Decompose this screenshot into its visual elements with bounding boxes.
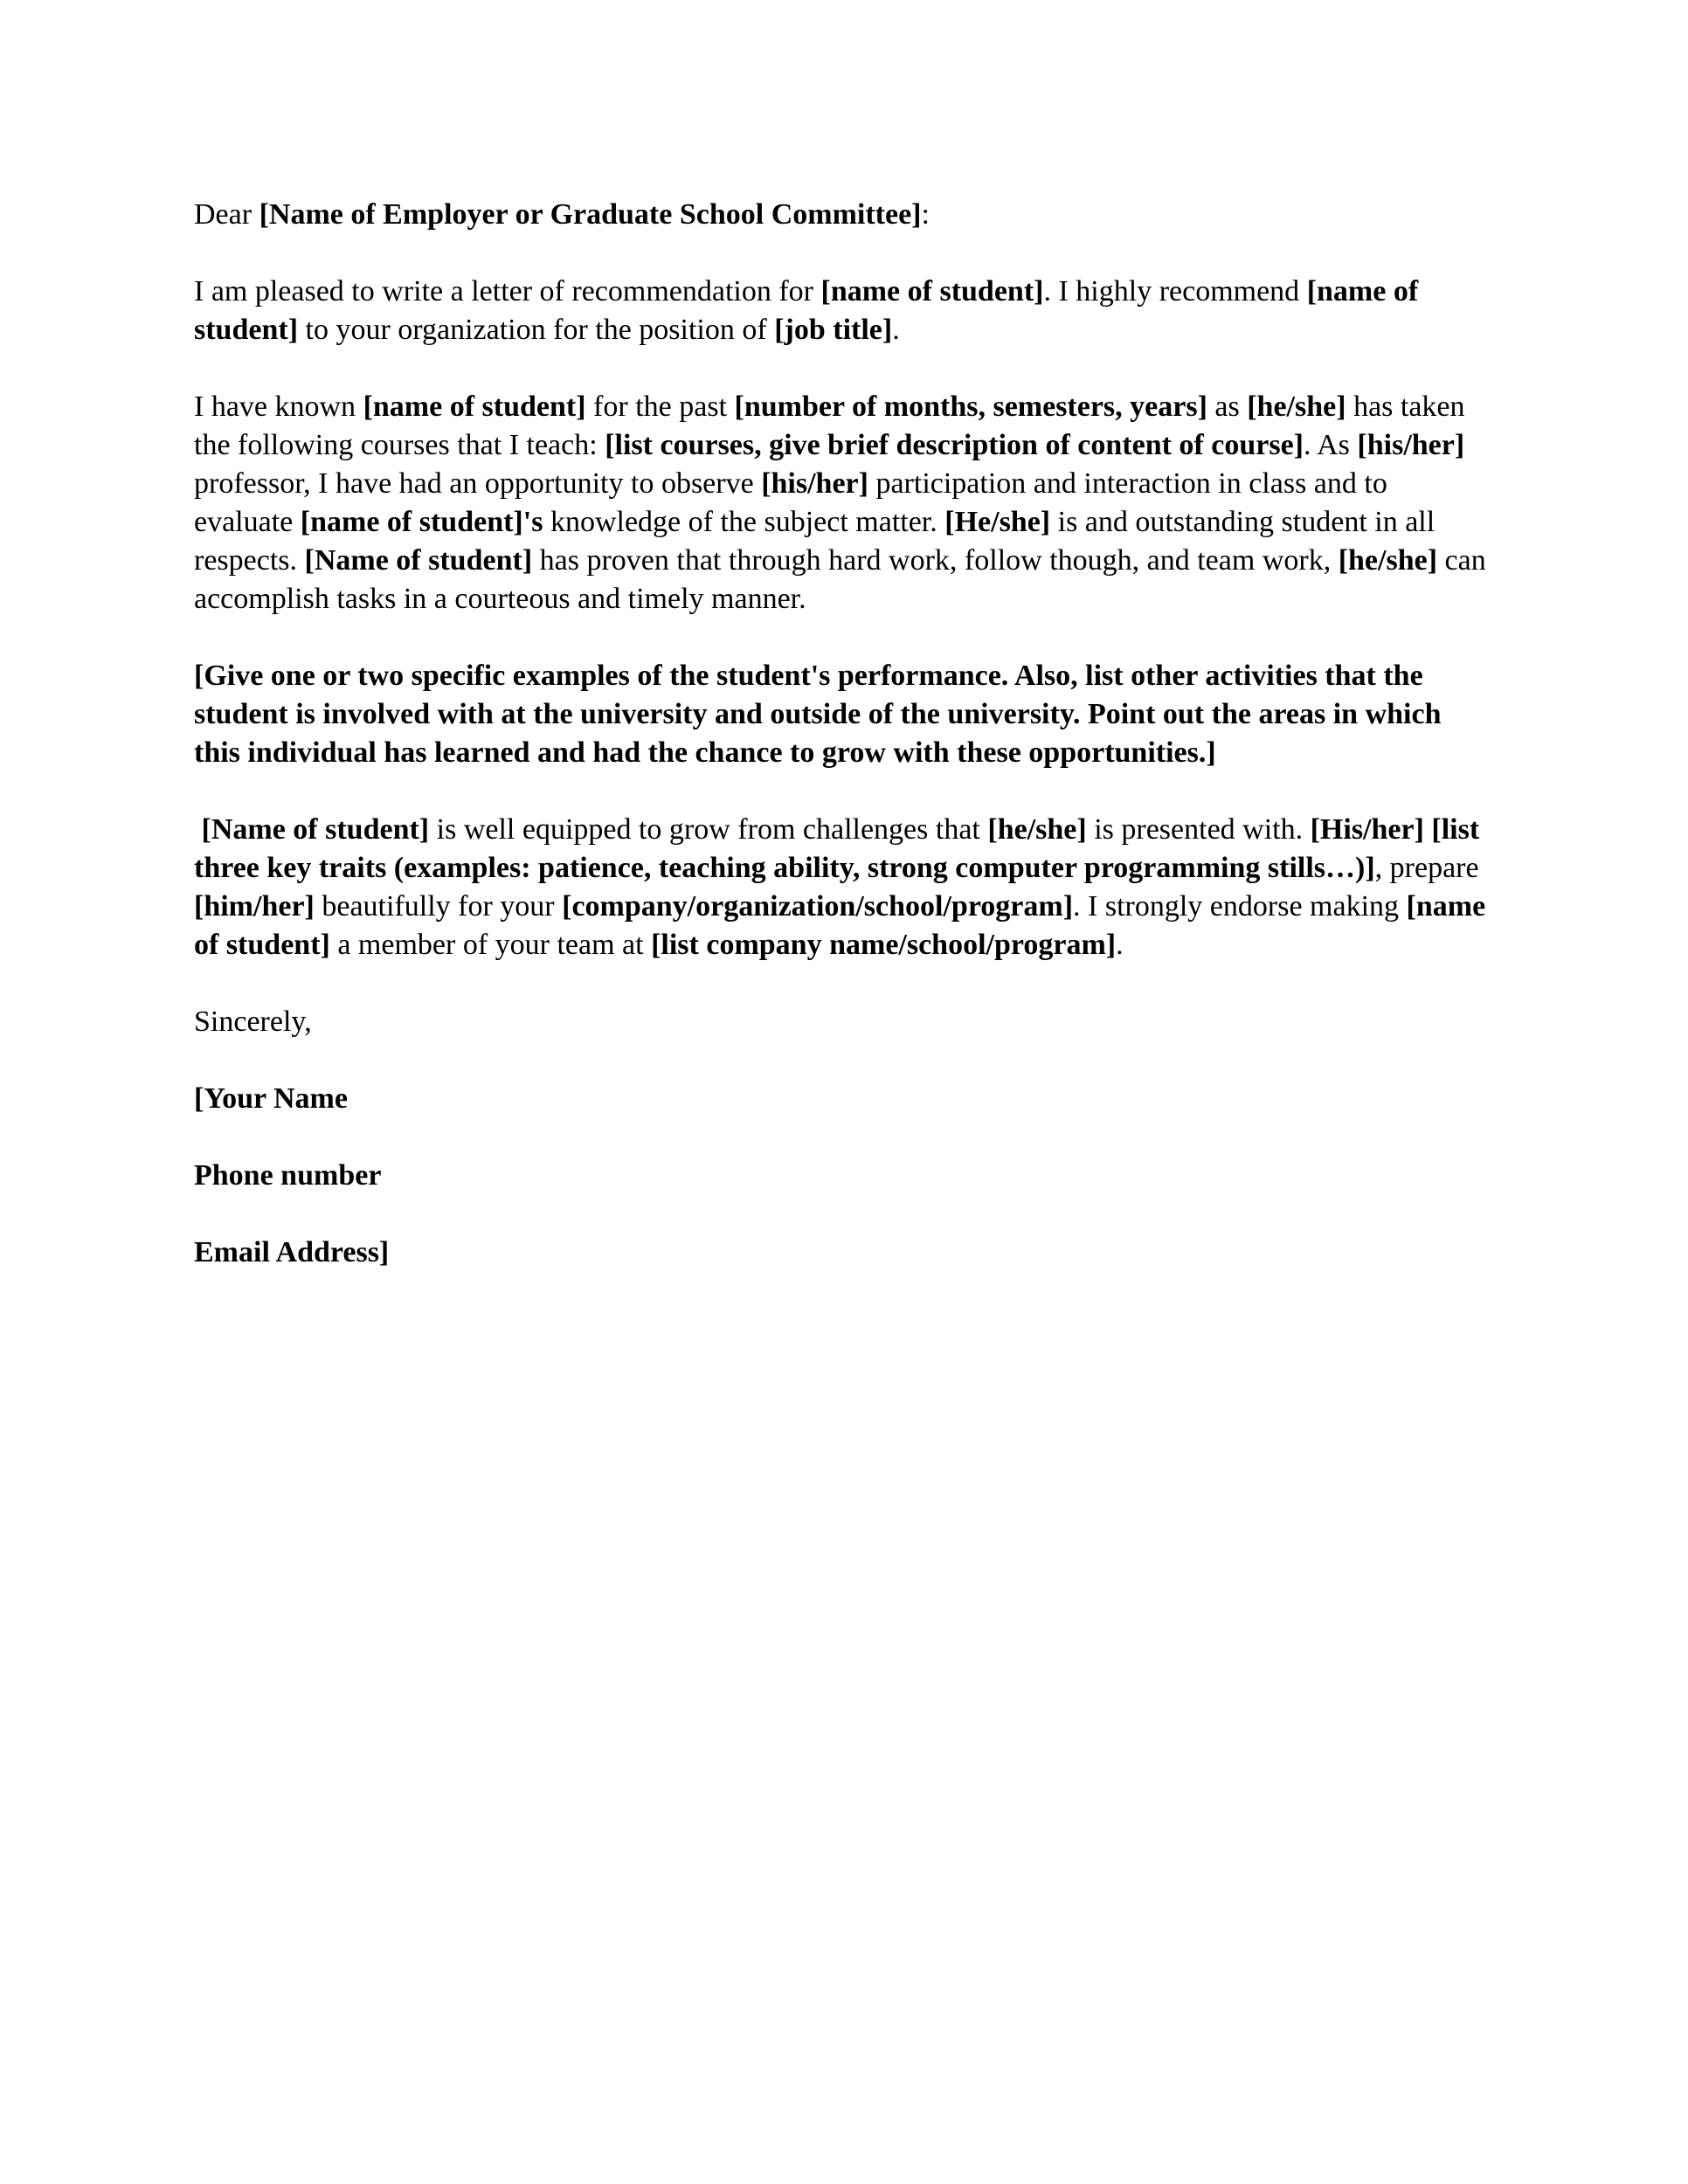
text-run: to your organization for the position of (298, 314, 775, 346)
placeholder-run: [Your Name (194, 1082, 348, 1115)
text-run: has taken the following courses that I teach: (194, 390, 1473, 461)
placeholder-run: [list company name/school/program] (651, 929, 1117, 961)
placeholder-run: [he/she] (1247, 390, 1346, 423)
placeholder-run: [his/her] (761, 467, 868, 500)
placeholder-run: [name of student] (194, 890, 1493, 961)
paragraph-signature-name (194, 1080, 1491, 1118)
text-run: . (1116, 929, 1124, 961)
placeholder-run: [He/she] (944, 506, 1051, 538)
text-run: for the past (585, 390, 735, 423)
placeholder-run: [company/organization/school/program] (562, 890, 1074, 923)
text-run: a member of your team at (329, 929, 652, 961)
placeholder-run: [Name of student] (304, 544, 533, 577)
placeholder-run: Phone number (194, 1159, 382, 1192)
paragraph-sign-off (194, 1003, 1491, 1041)
placeholder-run: [name of student]'s (300, 506, 543, 538)
placeholder-run: [name of student] (363, 390, 586, 423)
text-run: . (892, 314, 900, 346)
paragraph-salutation (194, 196, 1491, 234)
paragraph-background (194, 388, 1494, 619)
text-run: is presented with. (1086, 813, 1311, 846)
text-run: participation and interaction in class and to evaluate (194, 467, 1395, 538)
paragraph-examples-note (194, 657, 1491, 772)
placeholder-run: [His/her] [list three key traits (examples: patience, teaching ability, strong computer programming stills…)] (194, 813, 1487, 884)
placeholder-run: [list courses, give brief description of content of course] (605, 429, 1304, 461)
placeholder-run: [he/she] (987, 813, 1087, 846)
placeholder-run: [name of student] (194, 275, 1426, 346)
paragraph-intro (194, 273, 1491, 349)
text-run: professor, I have had an opportunity to observe (194, 429, 1472, 500)
text-run: knowledge of the subject matter. (543, 506, 945, 538)
paragraph-signature-phone (194, 1157, 1491, 1195)
text-run: . I strongly endorse making (1073, 890, 1407, 923)
text-run: , prepare (1374, 852, 1487, 884)
paragraph-signature-email (194, 1234, 1491, 1272)
placeholder-run: [Name of Employer or Graduate School Committee] (259, 198, 922, 231)
text-run: can accomplish tasks in a courteous and timely manner. (194, 544, 1494, 615)
text-run: . As (1303, 429, 1358, 461)
text-run: . I highly recommend (1043, 275, 1307, 308)
text-run: is and outstanding student in all respects. (194, 506, 1442, 577)
placeholder-run: [job title] (774, 314, 893, 346)
text-run: is well equipped to grow from challenges that (429, 813, 988, 846)
paragraph-endorsement (194, 811, 1491, 964)
placeholder-run: [his/her] (1357, 429, 1465, 461)
placeholder-run: [Name of student] (201, 813, 430, 846)
text-run: I have known (194, 390, 363, 423)
text-run: : (921, 198, 930, 231)
placeholder-run: [name of student] (820, 275, 1044, 308)
text-run: as (1207, 390, 1248, 423)
placeholder-run: [he/she] (1338, 544, 1438, 577)
text-run: has proven that through hard work, follow though, and team work, (532, 544, 1339, 577)
text-run: beautifully for your (314, 890, 563, 923)
placeholder-run: [number of months, semesters, years] (734, 390, 1207, 423)
text-run (194, 813, 202, 846)
placeholder-run: [Give one or two specific examples of the student's performance. Also, list other activities that the student is involved with at the university and outside of the university. Point out the areas in which this individual has learned and had the chance to grow with these opportunities.] (194, 660, 1449, 769)
placeholder-run: Email Address] (194, 1236, 390, 1268)
text-run: Sincerely, (194, 1006, 312, 1038)
placeholder-run: [him/her] (194, 890, 315, 923)
text-run: Dear (194, 198, 259, 231)
text-run: I am pleased to write a letter of recommendation for (194, 275, 821, 308)
letter-body (194, 196, 1494, 1272)
